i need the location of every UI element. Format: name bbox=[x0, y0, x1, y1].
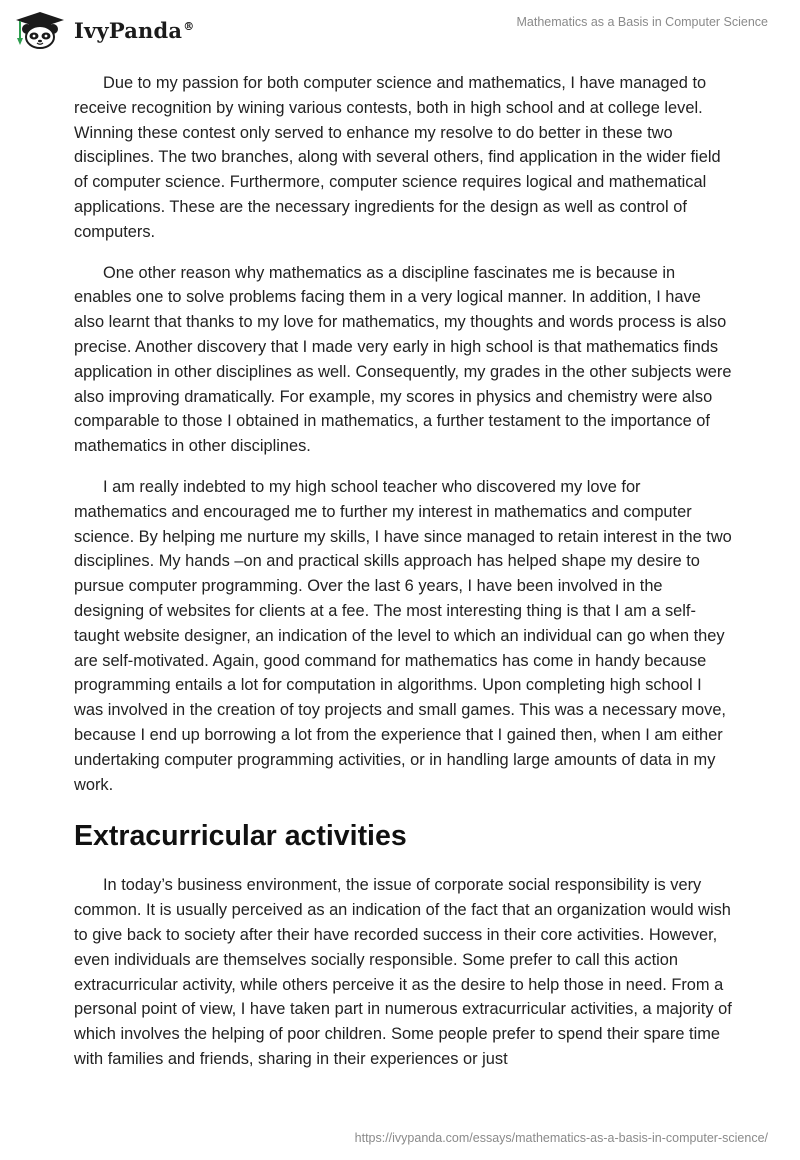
paragraph-passion: Due to my passion for both computer science and mathematics, I have managed to receive recognition by wining various contests, both in high school and at college level. Winning these contest only served to enhance my resolve to do better in these two disciplines. The two branches, along with several others, find application in the wider field of computer science. Furthermore, computer science requires logical and mathematical applications. These are the necessary ingredients for the design as well as control of computers. bbox=[74, 74, 721, 241]
document-title: Mathematics as a Basis in Computer Science bbox=[516, 15, 768, 29]
essay-body bbox=[74, 71, 734, 1088]
paragraph-fascination: One other reason why mathematics as a discipline fascinates me is because in enables one to solve problems facing them in a very logical manner. In addition, I have also learnt that thanks to my love for mathematics, my thoughts and words process is also precise. Another discovery that I made very early in high school is that mathematics finds application in other disciplines as well. Consequently, my grades in the other subjects were also improving dramatically. For example, my scores in physics and chemistry were also comparable to those I obtained in mathematics, a further testament to the importance of mathematics in other disciplines. bbox=[74, 263, 732, 456]
paragraph-teacher: I am really indebted to my high school teacher who discovered my love for mathematics and encouraged me to further my interest in mathematics and computer science. By helping me nurture my skills, I have since managed to retain interest in the two disciplines. My hands –on and practical skills approach has helped shape my desire to pursue computer programming. Over the last 6 years, I have been involved in the designing of websites for clients at a fee. The most interesting thing is that I am a self-taught website designer, an indication of the level to which an individual can go when they are self-motivated. Again, good command for mathematics has come in handy because programming entails a lot for computation in algorithms. Upon completing high school I was involved in the creation of toy projects and small games. This was a necessary move, because I end up borrowing a lot from the experience that I gained then, when I am either undertaking computer programming activities, or in handling large amounts of data in my work. bbox=[74, 477, 732, 794]
section-heading-extracurricular: Extracurricular activities bbox=[74, 820, 407, 853]
panda-graduate-icon bbox=[14, 10, 66, 50]
source-url[interactable]: https://ivypanda.com/essays/mathematics-as-a-basis-in-computer-science/ bbox=[354, 1131, 768, 1145]
registered-mark: ® bbox=[183, 19, 195, 33]
paragraph-extracurricular: In today’s business environment, the issue of corporate social responsibility is very common. It is usually perceived as an indication of the fact that an organization would wish to give back to society after their have recorded success in their core activities. However, even individuals are themselves socially responsible. Some prefer to call this action extracurricular activity, while others perceive it as the desire to help those in need. From a personal point of view, I have taken part in numerous extracurricular activities, a majority of which involves the helping of poor children. Some people prefer to spend their spare time with families and friends, sharing in their experiences or just bbox=[74, 876, 732, 1068]
brand-logo[interactable] bbox=[14, 8, 194, 52]
brand-name: IvyPanda® bbox=[74, 17, 195, 43]
page-header bbox=[0, 0, 800, 60]
